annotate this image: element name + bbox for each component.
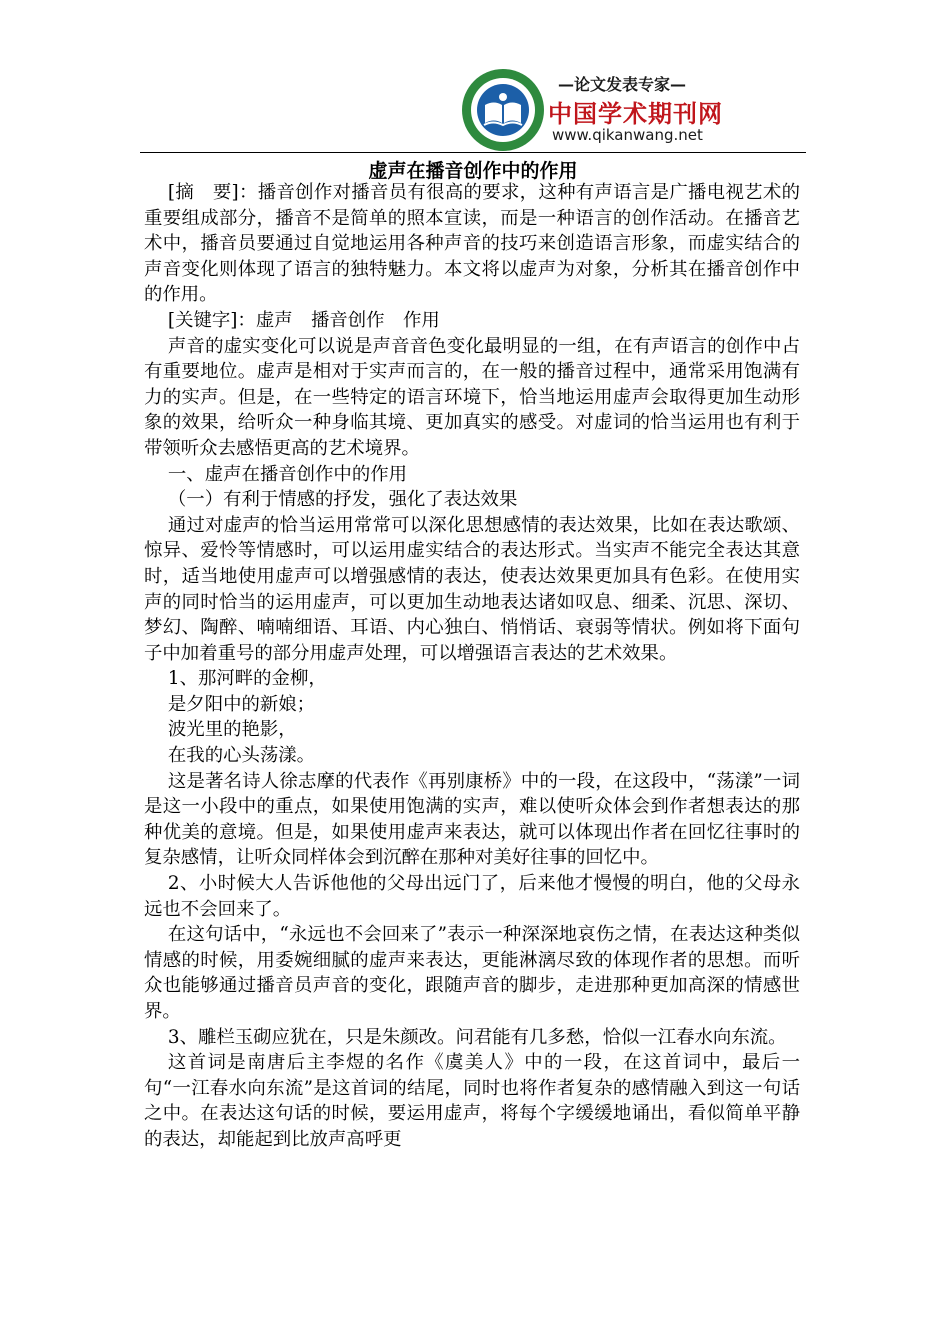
site-url[interactable]: www.qikanwang.net [552,126,703,144]
poem-line: 是夕阳中的新娘； [167,693,316,715]
abstract-paragraph: [摘 要]：播音创作对播音员有很高的要求，这种有声语言是广播电视艺术的重要组成部分，播音不是简单的照本宣读，而是一种语言的创作活动。在播音艺术中，播音员要通过自觉地运用各种声音的技巧来创造语言形象，而虚实结合的声音变化则体现了语言的独特魅力。本文将以虚声为对象，分析其在播音创作中的作用。 [144,182,800,306]
keywords-paragraph: [关键字]：虚声 播音创作 作用 [167,309,440,331]
poem-line: 在我的心头荡漾。 [167,745,316,767]
subsection-heading: （一）有利于情感的抒发，强化了表达效果 [167,489,518,511]
intro-paragraph: 声音的虚实变化可以说是声音音色变化最明显的一组，在有声语言的创作中占有重要地位。虚声是相对于实声而言的，在一般的播音过程中，通常采用饱满有力的实声。但是，在一些特定的语言环境下，恰当地运用虚声会取得更加生动形象的效果，给听众一种身临其境、更加真实的感受。对虚词的恰当运用也有利于带领听众去感悟更高的艺术境界。 [144,335,800,459]
article-title: 虚声在播音创作中的作用 [368,160,578,182]
example-paragraph: 2、小时候大人告诉他他的父母出远门了，后来他才慢慢的明白，他的父母永远也不会回来了。 [144,873,800,920]
article-body [144,180,800,1153]
section-heading: 一、虚声在播音创作中的作用 [167,463,407,485]
site-logo[interactable] [460,62,723,154]
header-divider [140,152,806,153]
page-header [140,62,806,154]
site-slogan: —论文发表专家— [558,75,687,94]
site-brand-name: 中国学术期刊网 [548,100,723,128]
poem-line: 1、那河畔的金柳， [167,668,327,690]
example-paragraph: 3、雕栏玉砌应犹在，只是朱颜改。问君能有几多愁，恰似一江春水向东流。 [167,1026,787,1048]
body-paragraph: 这是著名诗人徐志摩的代表作《再别康桥》中的一段，在这段中，“荡漾”一词是这一小段中的重点，如果使用饱满的实声，难以使听众体会到作者想表达的那种优美的意境。但是，如果使用虚声来表达，就可以体现出作者在回忆往事时的复杂感情，让听众同样体会到沉醉在那种对美好往事的回忆中。 [144,770,800,869]
body-paragraph: 这首词是南唐后主李煜的名作《虞美人》中的一段，在这首词中，最后一句“一江春水向东流”是这首词的结尾，同时也将作者复杂的感情融入到这一句话之中。在表达这句话的时候，要运用虚声，将每个字缓缓地诵出，看似简单平静的表达，却能起到比放声高呼更 [144,1052,800,1150]
body-paragraph: 在这句话中，“永远也不会回来了”表示一种深深地哀伤之情，在表达这种类似情感的时候，用委婉细腻的虚声来表达，更能淋漓尽致的体现作者的思想。而听众也能够通过播音员声音的变化，跟随声音的脚步，走进那种更加高深的情感世界。 [144,924,800,1022]
body-paragraph: 通过对虚声的恰当运用常常可以深化思想感情的表达效果，比如在表达歌颂、惊异、爱怜等情感时，可以运用虚实结合的表达形式。当实声不能完全表达其意时，适当地使用虚声可以增强感情的表达，使表达效果更加具有色彩。在使用实声的同时恰当的运用虚声，可以更加生动地表达诸如叹息、细柔、沉思、深切、梦幻、陶醉、喃喃细语、耳语、内心独白、悄悄话、衰弱等情状。例如将下面句子中加着重号的部分用虚声处理，可以增强语言表达的艺术效果。 [144,514,800,664]
poem-line: 波光里的艳影， [167,719,297,741]
logo-emblem-icon [460,67,546,153]
